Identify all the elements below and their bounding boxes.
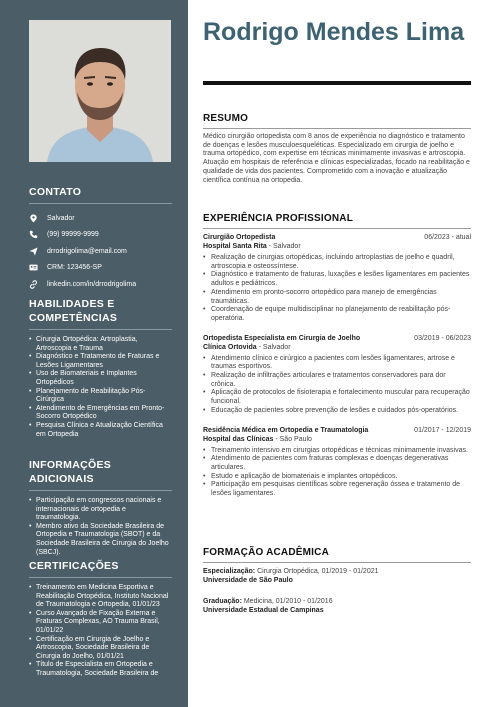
contact-crm-text: CRM: 123456-SP bbox=[47, 264, 102, 272]
list-item: • Certificação em Cirurgia de Joelho e Artroscopia, Sociedade Brasileira de Cirurgia do Joelho, 01/01/21 bbox=[29, 636, 172, 662]
education-entry bbox=[203, 567, 471, 585]
list-item: • Título de Especialista em Ortopedia e Traumatologia, Sociedade Brasileira de bbox=[29, 661, 172, 678]
job-entry bbox=[203, 426, 471, 499]
phone-icon bbox=[29, 230, 47, 239]
education-entry bbox=[203, 597, 471, 615]
list-item: • Participação em pesquisas científicas sobre regeneração óssea e tratamento de lesões ligamentares. bbox=[203, 481, 471, 498]
contact-title: CONTATO bbox=[29, 186, 82, 198]
profile-photo bbox=[29, 20, 171, 162]
job-duties bbox=[203, 355, 471, 416]
link-icon bbox=[29, 280, 47, 289]
job-duties bbox=[203, 254, 471, 324]
education-detail: Medicina, 01/2010 - 01/2016 bbox=[241, 598, 333, 605]
summary-title: RESUMO bbox=[203, 113, 249, 124]
list-item: • Realização de cirurgias ortopédicas, incluindo artroplastias de joelho e quadril, artroscopia e osteossíntese. bbox=[203, 254, 471, 271]
list-item: • Coordenação de equipe multidisciplinar no planejamento de reabilitação pós-operatória. bbox=[203, 306, 471, 323]
contact-email bbox=[29, 243, 172, 260]
list-item: • Diagnóstico e Tratamento de Fraturas e Lesões Ligamentares bbox=[29, 353, 172, 370]
list-item: • Atendimento de pacientes com fraturas complexas e doenças degenerativas articulares. bbox=[203, 455, 471, 472]
portrait-image bbox=[29, 20, 171, 162]
contact-location bbox=[29, 210, 172, 227]
job-date: 03/2019 - 06/2023 bbox=[414, 334, 471, 342]
list-item: • Pesquisa Clínica e Atualização Científica em Ortopedia bbox=[29, 422, 172, 439]
job-date: 06/2023 - atual bbox=[424, 234, 471, 241]
summary-text: Médico cirurgião ortopedista com 8 anos de experiência no diagnóstico e tratamento de doenças e lesões musculoesqueléticas. Especializado em cirurgia de joelho e trauma ortopédico, com expertise em técnicas minimamente invasivas e artroscopia. Atuação em hospitais de referência e clínicas especializadas, focado na reabilitação e qualidade de vida dos pacientes. Comprometido com a inovação e atualização científica contínua na ortopedia. bbox=[203, 133, 470, 184]
contact-section bbox=[29, 185, 172, 293]
list-item: • Cirurgia Ortopédica: Artroplastia, Artroscopia e Trauma bbox=[29, 336, 172, 353]
job-city: - Salvador bbox=[256, 343, 291, 351]
experience-title: EXPERIÊNCIA PROFISSIONAL bbox=[203, 213, 354, 224]
list-item: • Realização de infiltrações articulares e tratamentos conservadores para dor crônica. bbox=[203, 372, 471, 389]
summary-section bbox=[203, 113, 471, 185]
send-icon bbox=[29, 247, 47, 256]
education-title: FORMAÇÃO ACADÊMICA bbox=[203, 547, 329, 558]
divider bbox=[29, 490, 172, 491]
list-item: • Uso de Biomateriais e Implantes Ortopédicos bbox=[29, 370, 172, 387]
education-detail: Cirurgia Ortopédica, 01/2019 - 01/2021 bbox=[255, 568, 379, 575]
list-item: • Membro ativo da Sociedade Brasileira de Ortopedia e Traumatologia (SBOT) e da Sociedade Brasileira de Cirurgia do Joelho (SBCJ). bbox=[29, 523, 172, 557]
job-role: Cirurgião Ortopedista bbox=[203, 234, 276, 241]
job-entry bbox=[203, 334, 471, 416]
job-city: - São Paulo bbox=[273, 435, 312, 443]
divider bbox=[29, 577, 172, 578]
certifications-list bbox=[29, 584, 172, 679]
education-section bbox=[203, 547, 471, 615]
certifications-section bbox=[29, 559, 172, 679]
list-item: • Atendimento de Emergências em Pronto-Socorro Ortopédico bbox=[29, 405, 172, 422]
additional-info-list bbox=[29, 497, 172, 557]
contact-location-text: Salvador bbox=[47, 214, 75, 222]
job-entry bbox=[203, 233, 471, 324]
divider bbox=[29, 203, 172, 204]
experience-section bbox=[203, 213, 471, 499]
job-org: Hospital das Clínicas bbox=[203, 435, 274, 443]
list-item: • Treinamento em Medicina Esportiva e Reabilitação Ortopédica, Instituto Nacional de Traumatologia e Ortopedia, 01/01/23 bbox=[29, 584, 172, 610]
candidate-name: Rodrigo Mendes Lima bbox=[203, 18, 465, 46]
contact-linkedin[interactable] bbox=[29, 276, 172, 293]
contact-crm bbox=[29, 260, 172, 277]
list-item: • Curso Avançado de Fixação Externa e Fraturas Complexas, AO Trauma Brasil, 01/01/22 bbox=[29, 610, 172, 636]
job-role: Residência Médica em Ortopedia e Traumatologia bbox=[203, 426, 369, 434]
education-school: Universidade de São Paulo bbox=[203, 577, 293, 584]
divider bbox=[203, 228, 471, 229]
contact-linkedin-text[interactable]: linkedin.com/in/drrodrigolima bbox=[47, 280, 137, 288]
skills-section bbox=[29, 297, 172, 439]
skills-list bbox=[29, 336, 172, 439]
contact-phone bbox=[29, 227, 172, 244]
list-item: • Atendimento em pronto-socorro ortopédico para manejo de emergências traumáticas. bbox=[203, 289, 471, 306]
list-item: • Estudo e aplicação de biomateriais e implantes ortopédicos. bbox=[203, 473, 471, 482]
divider bbox=[203, 562, 471, 563]
job-duties bbox=[203, 447, 471, 499]
list-item: • Diagnóstico e tratamento de fraturas, luxações e lesões ligamentares em pacientes adultos e pediátricos. bbox=[203, 271, 471, 288]
list-item: • Educação de pacientes sobre prevenção de lesões e cuidados pós-operatórios. bbox=[203, 407, 471, 416]
education-label: Graduação: bbox=[203, 598, 242, 605]
job-date: 01/2017 - 12/2019 bbox=[414, 426, 471, 434]
job-org: Clínica Ortovida bbox=[203, 343, 257, 351]
divider bbox=[203, 128, 471, 129]
list-item: • Aplicação de protocolos de fisioterapia e fortalecimento muscular para recuperação funcional. bbox=[203, 389, 471, 406]
list-item: • Planejamento de Reabilitação Pós-Cirúrgica bbox=[29, 388, 172, 405]
certifications-title: CERTIFICAÇÕES bbox=[29, 560, 119, 572]
contact-email-text: drrodrigolima@email.com bbox=[47, 247, 127, 255]
name-divider bbox=[203, 81, 471, 85]
contact-phone-text: (99) 99999-9999 bbox=[47, 231, 99, 239]
divider bbox=[29, 329, 172, 330]
education-school: Universidade Estadual de Campinas bbox=[203, 607, 324, 614]
education-label: Especialização: bbox=[203, 568, 256, 575]
list-item: • Treinamento intensivo em cirurgias ortopédicas e técnicas minimamente invasivas. bbox=[203, 447, 471, 456]
additional-info-title: INFORMAÇÕES ADICIONAIS bbox=[29, 459, 112, 485]
skills-title: HABILIDADES E COMPETÊNCIAS bbox=[29, 298, 118, 324]
id-card-icon bbox=[29, 263, 47, 272]
job-role: Ortopedista Especialista em Cirurgia de Joelho bbox=[203, 334, 361, 342]
job-city: - Salvador bbox=[266, 243, 301, 250]
additional-info-section bbox=[29, 458, 172, 557]
job-org: Hospital Santa Rita bbox=[203, 243, 267, 250]
list-item: • Participação em congressos nacionais e internacionais de ortopedia e traumatologia. bbox=[29, 497, 172, 523]
location-pin-icon bbox=[29, 214, 47, 223]
list-item: • Atendimento clínico e cirúrgico a pacientes com lesões ligamentares, artrose e traumas esportivos. bbox=[203, 355, 471, 372]
sidebar bbox=[0, 0, 188, 707]
